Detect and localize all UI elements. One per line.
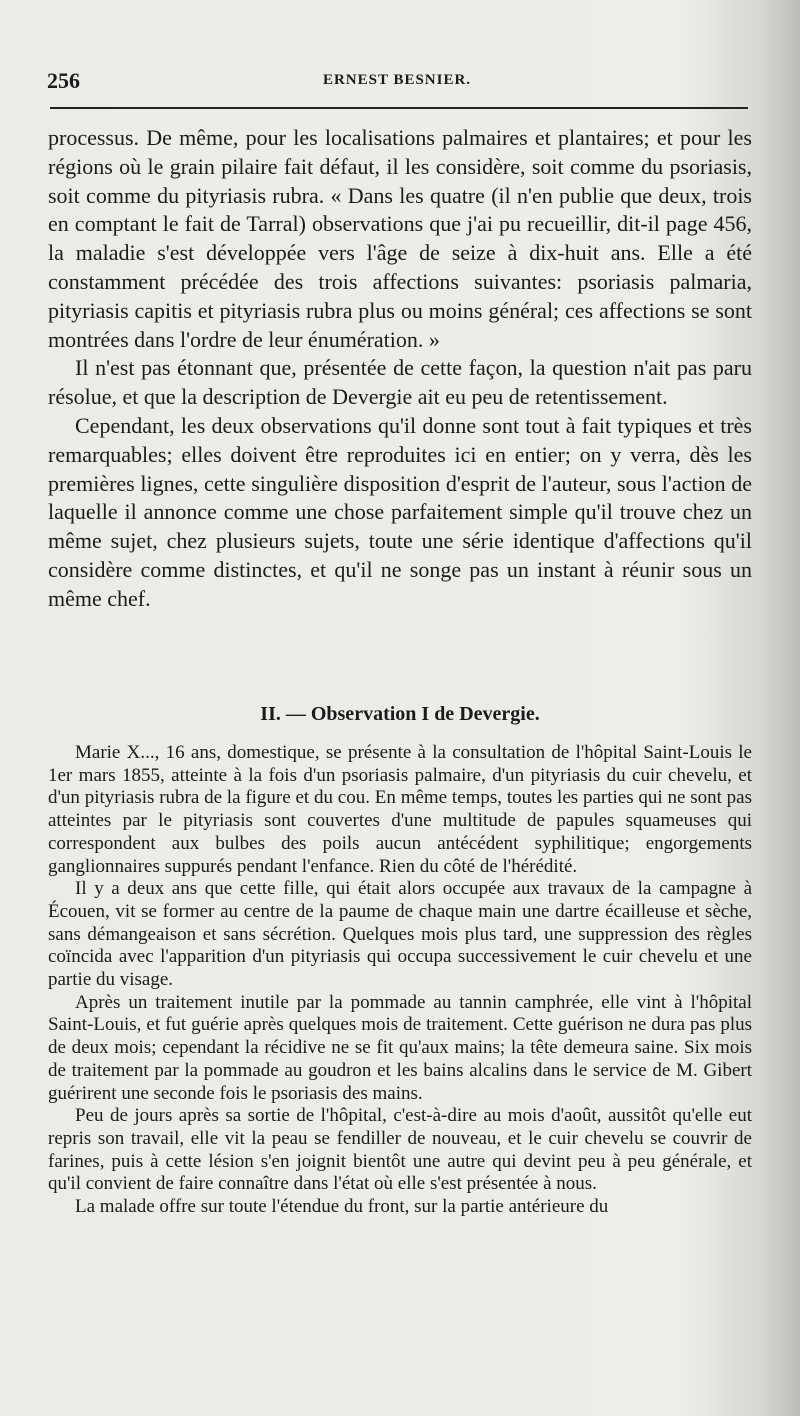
observation-paragraph-2: Il y a deux ans que cette fille, qui était alors occupée aux travaux de la campagne à Écouen, vit se former au centre de la paume de chaque main une dartre écailleuse et sèche, sans démangeaison et sans sécrétion. Quelques mois plus tard, une suppression des règles coïncida avec l'apparition d'un pityriasis qui occupa successivement le cuir chevelu et une partie du visage. — [48, 878, 752, 991]
observation-paragraph-5: La malade offre sur toute l'étendue du front, sur la partie antérieure du — [75, 1196, 609, 1218]
observation-text — [48, 742, 752, 1219]
page-header — [47, 68, 747, 98]
section-heading: II. — Observation I de Devergie. — [260, 703, 540, 725]
main-text — [48, 124, 752, 614]
observation-paragraph-1: Marie X..., 16 ans, domestique, se présente à la consultation de l'hôpital Saint-Louis le 1er mars 1855, atteinte à la fois d'un psoriasis palmaire, d'un pityriasis du cuir chevelu, et d'un pityriasis rubra de la figure et du cou. En même temps, toutes les parties qui ne sont pas atteintes par le pityriasis sont couvertes d'une multitude de papules squameuses qui correspondent aux bulbes des poils aucun antécédent syphilitique; engorgements ganglionnaires suppurés pendant l'enfance. Rien du côté de l'hérédité. — [48, 742, 752, 877]
observation-paragraph-3: Après un traitement inutile par la pommade au tannin camphrée, elle vint à l'hôpital Saint-Louis, et fut guérie après quelques mois de traitement. Cette guérison ne dura pas plus de deux mois; cependant la récidive ne se fit qu'aux mains; la tête demeura saine. Six mois de traitement par la pommade au goudron et les bains alcalins dans le service de M. Gibert guérirent une seconde fois le psoriasis des mains. — [48, 991, 752, 1104]
observation-paragraph-4: Peu de jours après sa sortie de l'hôpital, c'est-à-dire au mois d'août, aussitôt qu'elle eut repris son travail, elle vit la peau se fendiller de nouveau, et le cuir chevelu se couvrir de farines, puis à cette lésion s'en joignit bientôt une autre qui devint peu à peu générale, et qu'il convient de faire connaître dans l'état où elle s'est présentée à nous. — [48, 1105, 752, 1195]
page-number: 256 — [47, 68, 80, 93]
running-head: ERNEST BESNIER. — [322, 72, 472, 88]
paragraph-3: Cependant, les deux observations qu'il donne sont tout à fait typiques et très remarquables; elles doivent être reproduites ici en entier; on y verra, dès les premières lignes, cette singulière disposition d'esprit de l'auteur, sous l'action de laquelle il annonce comme une chose parfaitement simple qu'il trouve chez un même sujet, chez plusieurs sujets, toute une série identique d'affections qu'il considère comme distinctes, et qu'il ne songe pas un instant à réunir sous un même chef. — [48, 412, 752, 611]
header-rule — [50, 107, 748, 109]
paragraph-2: Il n'est pas étonnant que, présentée de cette façon, la question n'ait pas paru résolue, et que la description de Devergie ait eu peu de retentissement. — [48, 355, 752, 410]
paragraph-1: processus. De même, pour les localisations palmaires et plantaires; et pour les régions où le grain pilaire fait défaut, il les considère, soit comme du psoriasis, soit comme du pityriasis rubra. « Dans les quatre (il n'en publie que deux, trois en comptant le fait de Tarral) observations que j'ai pu recueillir, dit-il page 456, la maladie s'est développée vers l'âge de seize à dix-huit ans. Elle a été constamment précédée des trois affections suivantes: psoriasis palmaria, pityriasis capitis et pityriasis rubra plus ou moins général; ces affections se sont montrées dans l'ordre de leur énumération. » — [48, 125, 752, 352]
